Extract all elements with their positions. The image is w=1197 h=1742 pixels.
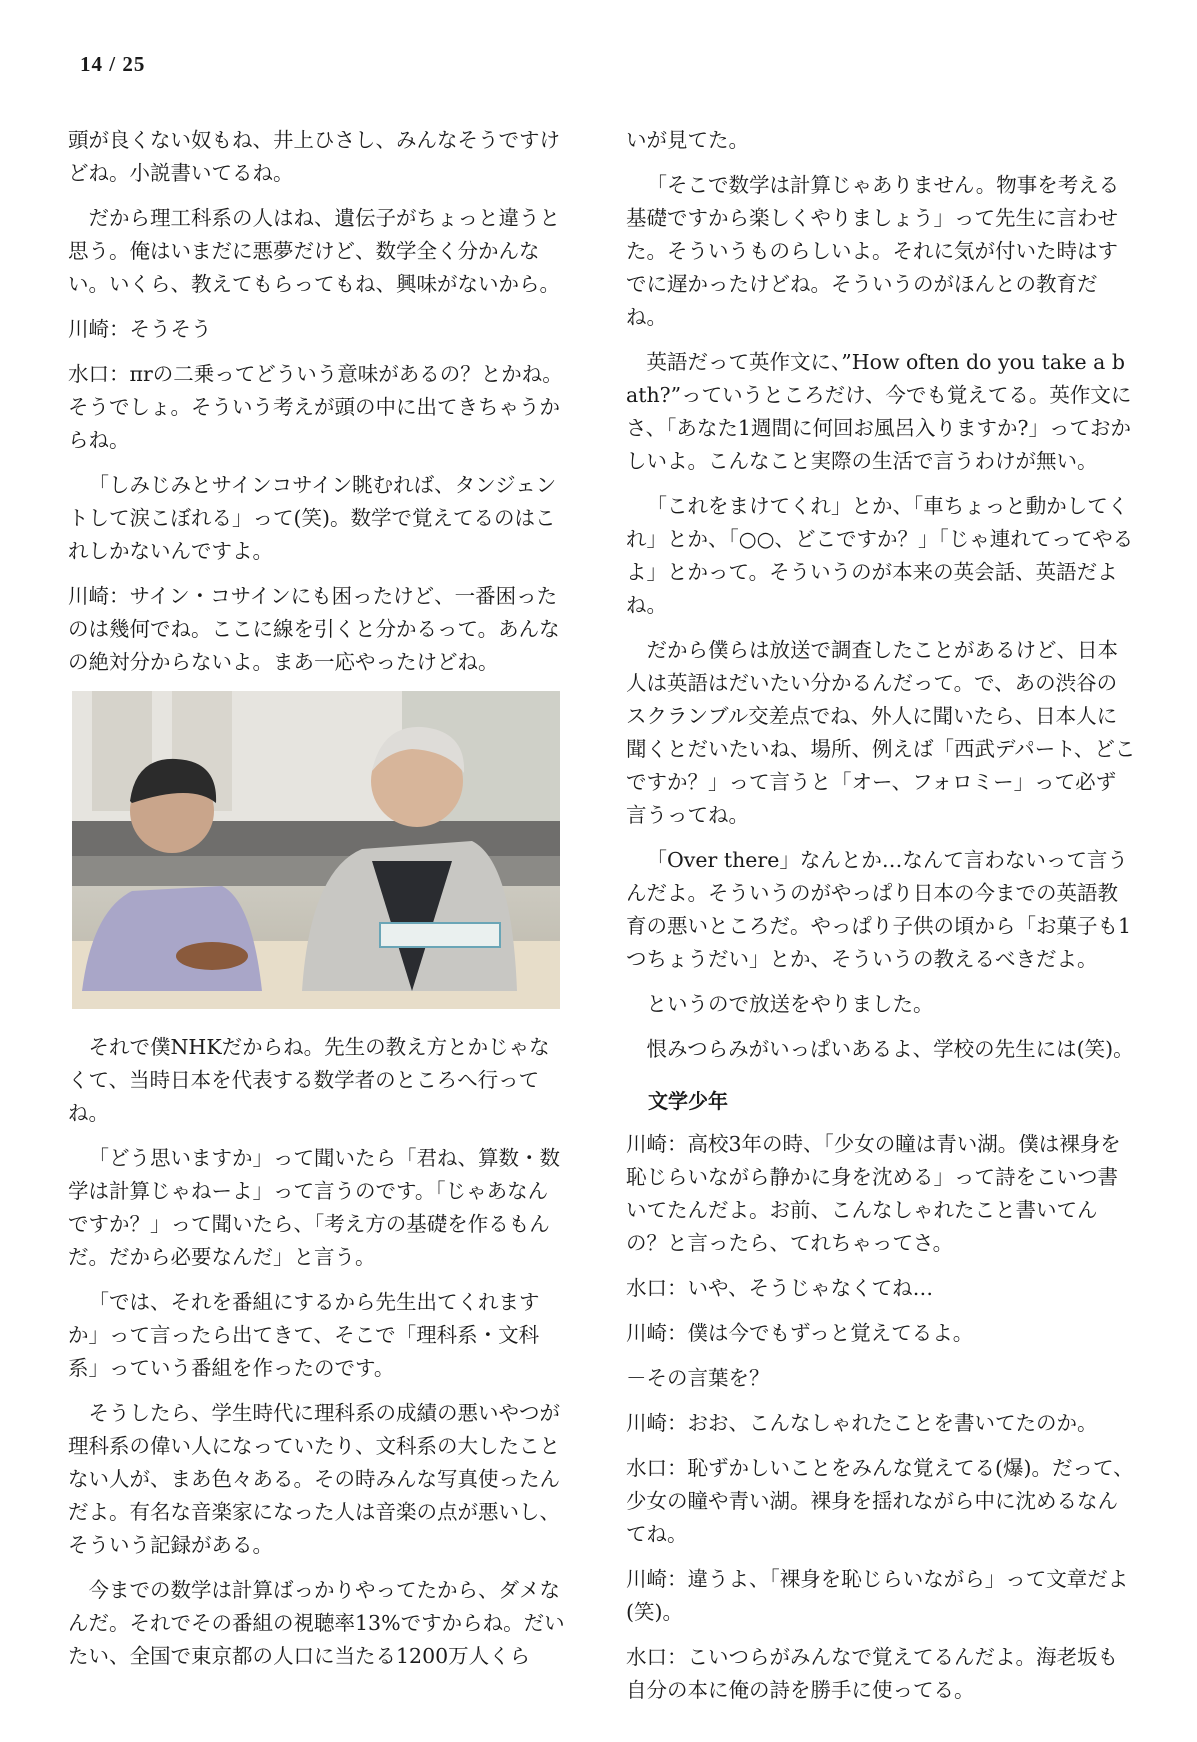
left-before-photo [68,124,568,679]
right-column [626,124,1136,1719]
paragraph: 水口：こいつらがみんなで覚えてるんだよ。海老坂も自分の本に俺の詩を勝手に使ってる。 [626,1645,1118,1702]
paragraph: それで僕NHKだからね。先生の教え方とかじゃなくて、当時日本を代表する数学者のところへ行ってね。 [68,1035,550,1125]
right-after-heading [626,1128,1136,1707]
paragraph: 川崎：高校3年の時、「少女の瞳は青い湖。僕は裸身を恥じらいながら静かに身を沈める」って詩をこいつ書いてたんだよ。お前、こんなしゃれたこと書いてんの？と言ったら、てれちゃってさ。 [626,1132,1121,1255]
paragraph: 水口：いや、そうじゃなくてね… [626,1276,934,1300]
left-after-photo [68,1031,568,1673]
paragraph: 川崎：そうそう [68,317,212,341]
section-heading: 文学少年 [648,1089,728,1113]
paragraph: 川崎：サイン・コサインにも困ったけど、一番困ったのは幾何でね。ここに線を引くと分かるって。あんなの絶対分からないよ。まあ一応やったけどね。 [68,584,560,674]
paragraph: 「Over there」なんとか…なんて言わないって言うんだよ。そういうのがやっぱり日本の今までの英語教育の悪いところだ。やっぱり子供の頃から「お菓子も1つちょうだい」とか、そういうの教えるべきだよ。 [626,848,1132,971]
paragraph: というので放送をやりました。 [646,992,934,1016]
interview-photo-illustration [72,691,560,1009]
paragraph: だから僕らは放送で調査したことがあるけど、日本人は英語はだいたい分かるんだって。で、あの渋谷のスクランブル交差点でね、外人に聞いたら、日本人に聞くとだいたいね、場所、例えば「西武デパート、どこですか？」って言うと「オー、フォロミー」って必ず言うってね。 [626,638,1136,827]
right-before-heading [626,124,1136,1066]
paragraph: 「これをまけてくれ」とか、「車ちょっと動かしてくれ」とか、「○○、どこですか？」「じゃ連れてってやるよ」とかって。そういうのが本来の英会話、英語だよね。 [626,494,1134,617]
page-number: 14 / 25 [80,52,146,76]
paragraph: 水口：恥ずかしいことをみんな覚えてる(爆)。だって、少女の瞳や青い湖。裸身を揺れながら中に沈めるなんてね。 [626,1456,1134,1546]
paragraph: 「そこで数学は計算じゃありません。物事を考える基礎ですから楽しくやりましょう」って先生に言わせた。そういうものらしいよ。それに気が付いた時はすでに遅かったけどね。そういうのがほんとの教育だね。 [626,173,1120,329]
paragraph: 今までの数学は計算ばっかりやってたから、ダメなんだ。それでその番組の視聴率13%ですからね。だいたい、全国で東京都の人口に当たる1200万人くら [68,1578,565,1668]
interview-photo [72,691,560,1009]
paragraph: 英語だって英作文に、”How often do you take a bath?”っていうところだけ、今でも覚えてる。英作文にさ、「あなた1週間に何回お風呂入りますか?」っておかしいよ。こんなこと実際の生活で言うわけが無い。 [626,350,1132,473]
paragraph: いが見てた。 [626,128,749,152]
paragraph: 恨みつらみがいっぱいあるよ、学校の先生には(笑)。 [646,1037,1134,1061]
paragraph: 「しみじみとサインコサイン眺むれば、タンジェントして涙こぼれる」って(笑)。数学で覚えてるのはこれしかないんですよ。 [68,473,557,563]
paragraph: 「どう思いますか」って聞いたら「君ね、算数・数学は計算じゃねーよ」って言うのです。「じゃあなんですか？」って聞いたら、「考え方の基礎を作るもんだ。だから必要なんだ」と言う。 [68,1146,560,1269]
left-column [68,124,568,1685]
paragraph: 川崎：おお、こんなしゃれたことを書いてたのか。 [626,1411,1098,1435]
paragraph: 川崎：僕は今でもずっと覚えてるよ。 [626,1321,974,1345]
paragraph: だから理工科系の人はね、遺伝子がちょっと違うと思う。俺はいまだに悪夢だけど、数学全く分かんない。いくら、教えてもらってもね、興味がないから。 [68,206,560,296]
paragraph: 水口：πrの二乗ってどういう意味があるの？とかね。そうでしょ。そういう考えが頭の中に出てきちゃうからね。 [68,362,563,452]
paragraph: 頭が良くない奴もね、井上ひさし、みんなそうですけどね。小説書いてるね。 [68,128,560,185]
paragraph: －その言葉を？ [626,1366,770,1390]
paragraph: 川崎：違うよ、「裸身を恥じらいながら」って文章だよ(笑)。 [626,1567,1129,1624]
paragraph: そうしたら、学生時代に理科系の成績の悪いやつが理科系の偉い人になっていたり、文科系の大したことない人が、まあ色々ある。その時みんな写真使ったんだよ。有名な音楽家になった人は音楽の点が悪いし、そういう記録がある。 [68,1401,560,1557]
paragraph: 「では、それを番組にするから先生出てくれますか」って言ったら出てきて、そこで「理科系・文科系」っていう番組を作ったのです。 [68,1290,540,1380]
